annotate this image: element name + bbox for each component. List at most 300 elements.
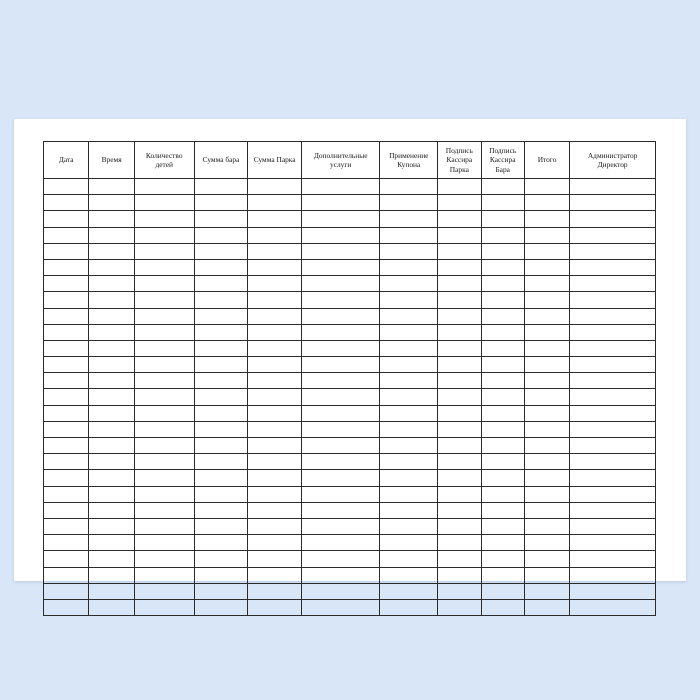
table-cell-total[interactable] — [524, 324, 569, 340]
table-cell-bar_sum[interactable] — [194, 324, 248, 340]
table-cell-time[interactable] — [89, 535, 134, 551]
table-cell-children_count[interactable] — [134, 357, 194, 373]
table-cell-date[interactable] — [44, 211, 89, 227]
table-cell-date[interactable] — [44, 486, 89, 502]
table-cell-total[interactable] — [524, 357, 569, 373]
table-cell-total[interactable] — [524, 292, 569, 308]
table-cell-park_sum[interactable] — [248, 324, 302, 340]
table-cell-time[interactable] — [89, 405, 134, 421]
table-cell-bar_cashier_signature[interactable] — [481, 292, 524, 308]
table-cell-children_count[interactable] — [134, 211, 194, 227]
table-cell-administrator_director[interactable] — [570, 179, 656, 195]
table-cell-children_count[interactable] — [134, 551, 194, 567]
table-cell-children_count[interactable] — [134, 324, 194, 340]
table-cell-time[interactable] — [89, 502, 134, 518]
table-cell-children_count[interactable] — [134, 179, 194, 195]
table-cell-bar_sum[interactable] — [194, 551, 248, 567]
table-cell-coupon_use[interactable] — [380, 324, 438, 340]
table-cell-park_sum[interactable] — [248, 243, 302, 259]
table-cell-time[interactable] — [89, 308, 134, 324]
table-cell-administrator_director[interactable] — [570, 276, 656, 292]
table-cell-park_cashier_signature[interactable] — [438, 551, 481, 567]
table-cell-date[interactable] — [44, 243, 89, 259]
table-cell-administrator_director[interactable] — [570, 211, 656, 227]
table-cell-bar_cashier_signature[interactable] — [481, 259, 524, 275]
table-cell-date[interactable] — [44, 340, 89, 356]
table-cell-bar_cashier_signature[interactable] — [481, 551, 524, 567]
table-cell-time[interactable] — [89, 324, 134, 340]
table-cell-extra_services[interactable] — [301, 438, 379, 454]
table-cell-coupon_use[interactable] — [380, 227, 438, 243]
table-cell-total[interactable] — [524, 599, 569, 615]
table-cell-date[interactable] — [44, 551, 89, 567]
table-cell-bar_cashier_signature[interactable] — [481, 211, 524, 227]
table-cell-coupon_use[interactable] — [380, 405, 438, 421]
table-cell-time[interactable] — [89, 227, 134, 243]
table-cell-park_sum[interactable] — [248, 373, 302, 389]
table-cell-bar_sum[interactable] — [194, 308, 248, 324]
table-cell-park_sum[interactable] — [248, 340, 302, 356]
table-cell-administrator_director[interactable] — [570, 551, 656, 567]
table-cell-administrator_director[interactable] — [570, 583, 656, 599]
table-cell-park_sum[interactable] — [248, 486, 302, 502]
table-cell-bar_cashier_signature[interactable] — [481, 518, 524, 534]
table-cell-park_cashier_signature[interactable] — [438, 211, 481, 227]
table-cell-park_sum[interactable] — [248, 276, 302, 292]
table-cell-bar_cashier_signature[interactable] — [481, 340, 524, 356]
table-cell-bar_cashier_signature[interactable] — [481, 535, 524, 551]
table-cell-total[interactable] — [524, 195, 569, 211]
table-cell-children_count[interactable] — [134, 438, 194, 454]
table-cell-park_sum[interactable] — [248, 211, 302, 227]
table-cell-park_cashier_signature[interactable] — [438, 179, 481, 195]
table-cell-total[interactable] — [524, 308, 569, 324]
table-cell-time[interactable] — [89, 567, 134, 583]
table-cell-date[interactable] — [44, 324, 89, 340]
table-cell-extra_services[interactable] — [301, 486, 379, 502]
table-cell-children_count[interactable] — [134, 583, 194, 599]
table-cell-park_cashier_signature[interactable] — [438, 308, 481, 324]
table-cell-park_cashier_signature[interactable] — [438, 583, 481, 599]
table-cell-coupon_use[interactable] — [380, 518, 438, 534]
table-cell-bar_cashier_signature[interactable] — [481, 227, 524, 243]
table-cell-bar_cashier_signature[interactable] — [481, 421, 524, 437]
table-cell-bar_sum[interactable] — [194, 227, 248, 243]
table-cell-bar_cashier_signature[interactable] — [481, 357, 524, 373]
table-cell-bar_sum[interactable] — [194, 518, 248, 534]
table-cell-park_sum[interactable] — [248, 502, 302, 518]
table-cell-date[interactable] — [44, 421, 89, 437]
table-cell-total[interactable] — [524, 438, 569, 454]
table-cell-date[interactable] — [44, 227, 89, 243]
table-cell-bar_sum[interactable] — [194, 357, 248, 373]
table-cell-total[interactable] — [524, 259, 569, 275]
table-cell-coupon_use[interactable] — [380, 276, 438, 292]
table-cell-park_sum[interactable] — [248, 179, 302, 195]
table-cell-coupon_use[interactable] — [380, 195, 438, 211]
table-cell-children_count[interactable] — [134, 389, 194, 405]
table-cell-time[interactable] — [89, 583, 134, 599]
table-cell-date[interactable] — [44, 470, 89, 486]
table-cell-park_cashier_signature[interactable] — [438, 373, 481, 389]
table-cell-time[interactable] — [89, 486, 134, 502]
table-cell-administrator_director[interactable] — [570, 518, 656, 534]
table-cell-park_sum[interactable] — [248, 470, 302, 486]
table-cell-extra_services[interactable] — [301, 324, 379, 340]
table-cell-extra_services[interactable] — [301, 535, 379, 551]
table-cell-bar_sum[interactable] — [194, 195, 248, 211]
table-cell-total[interactable] — [524, 502, 569, 518]
table-cell-children_count[interactable] — [134, 259, 194, 275]
table-cell-bar_sum[interactable] — [194, 340, 248, 356]
table-cell-children_count[interactable] — [134, 373, 194, 389]
table-cell-bar_cashier_signature[interactable] — [481, 405, 524, 421]
table-cell-park_cashier_signature[interactable] — [438, 421, 481, 437]
table-cell-children_count[interactable] — [134, 535, 194, 551]
column-header-line: Кассира — [489, 155, 516, 165]
table-cell-children_count[interactable] — [134, 567, 194, 583]
table-cell-total[interactable] — [524, 211, 569, 227]
table-cell-time[interactable] — [89, 259, 134, 275]
table-cell-children_count[interactable] — [134, 421, 194, 437]
table-cell-bar_cashier_signature[interactable] — [481, 195, 524, 211]
table-cell-park_cashier_signature[interactable] — [438, 405, 481, 421]
table-cell-time[interactable] — [89, 470, 134, 486]
table-cell-bar_sum[interactable] — [194, 502, 248, 518]
table-cell-park_sum[interactable] — [248, 518, 302, 534]
table-cell-extra_services[interactable] — [301, 567, 379, 583]
table-cell-total[interactable] — [524, 276, 569, 292]
table-cell-extra_services[interactable] — [301, 405, 379, 421]
table-cell-bar_cashier_signature[interactable] — [481, 179, 524, 195]
table-cell-bar_cashier_signature[interactable] — [481, 243, 524, 259]
table-cell-coupon_use[interactable] — [380, 259, 438, 275]
table-cell-coupon_use[interactable] — [380, 454, 438, 470]
table-cell-extra_services[interactable] — [301, 470, 379, 486]
table-cell-park_cashier_signature[interactable] — [438, 340, 481, 356]
table-cell-administrator_director[interactable] — [570, 259, 656, 275]
table-cell-park_cashier_signature[interactable] — [438, 243, 481, 259]
table-cell-total[interactable] — [524, 551, 569, 567]
table-cell-total[interactable] — [524, 179, 569, 195]
table-cell-extra_services[interactable] — [301, 292, 379, 308]
table-cell-coupon_use[interactable] — [380, 438, 438, 454]
table-cell-park_cashier_signature[interactable] — [438, 276, 481, 292]
table-cell-extra_services[interactable] — [301, 276, 379, 292]
table-cell-coupon_use[interactable] — [380, 486, 438, 502]
table-cell-time[interactable] — [89, 518, 134, 534]
table-cell-administrator_director[interactable] — [570, 486, 656, 502]
table-cell-children_count[interactable] — [134, 276, 194, 292]
table-cell-bar_sum[interactable] — [194, 438, 248, 454]
table-cell-park_cashier_signature[interactable] — [438, 259, 481, 275]
table-cell-administrator_director[interactable] — [570, 454, 656, 470]
table-cell-bar_sum[interactable] — [194, 373, 248, 389]
table-cell-extra_services[interactable] — [301, 454, 379, 470]
table-cell-park_sum[interactable] — [248, 421, 302, 437]
table-cell-administrator_director[interactable] — [570, 195, 656, 211]
table-cell-bar_cashier_signature[interactable] — [481, 502, 524, 518]
table-cell-extra_services[interactable] — [301, 421, 379, 437]
table-cell-administrator_director[interactable] — [570, 502, 656, 518]
table-cell-total[interactable] — [524, 567, 569, 583]
table-cell-coupon_use[interactable] — [380, 599, 438, 615]
table-cell-park_cashier_signature[interactable] — [438, 357, 481, 373]
table-cell-coupon_use[interactable] — [380, 389, 438, 405]
table-cell-time[interactable] — [89, 357, 134, 373]
table-cell-park_cashier_signature[interactable] — [438, 454, 481, 470]
table-cell-date[interactable] — [44, 179, 89, 195]
table-cell-date[interactable] — [44, 518, 89, 534]
table-cell-extra_services[interactable] — [301, 308, 379, 324]
table-cell-administrator_director[interactable] — [570, 599, 656, 615]
table-cell-extra_services[interactable] — [301, 502, 379, 518]
table-cell-administrator_director[interactable] — [570, 470, 656, 486]
table-cell-bar_cashier_signature[interactable] — [481, 276, 524, 292]
table-cell-total[interactable] — [524, 454, 569, 470]
table-cell-park_cashier_signature[interactable] — [438, 227, 481, 243]
table-cell-bar_sum[interactable] — [194, 535, 248, 551]
table-cell-extra_services[interactable] — [301, 179, 379, 195]
table-cell-park_cashier_signature[interactable] — [438, 502, 481, 518]
table-cell-total[interactable] — [524, 373, 569, 389]
table-cell-total[interactable] — [524, 243, 569, 259]
table-cell-bar_cashier_signature[interactable] — [481, 373, 524, 389]
table-cell-park_cashier_signature[interactable] — [438, 438, 481, 454]
table-cell-bar_sum[interactable] — [194, 567, 248, 583]
table-cell-bar_cashier_signature[interactable] — [481, 583, 524, 599]
table-cell-coupon_use[interactable] — [380, 551, 438, 567]
table-cell-bar_sum[interactable] — [194, 211, 248, 227]
table-cell-date[interactable] — [44, 599, 89, 615]
table-cell-bar_sum[interactable] — [194, 259, 248, 275]
table-cell-time[interactable] — [89, 454, 134, 470]
table-cell-date[interactable] — [44, 567, 89, 583]
table-cell-administrator_director[interactable] — [570, 535, 656, 551]
table-cell-park_cashier_signature[interactable] — [438, 518, 481, 534]
table-cell-park_sum[interactable] — [248, 308, 302, 324]
table-cell-park_cashier_signature[interactable] — [438, 535, 481, 551]
table-cell-children_count[interactable] — [134, 195, 194, 211]
table-cell-park_sum[interactable] — [248, 454, 302, 470]
table-cell-date[interactable] — [44, 583, 89, 599]
table-cell-extra_services[interactable] — [301, 551, 379, 567]
table-cell-extra_services[interactable] — [301, 340, 379, 356]
table-cell-coupon_use[interactable] — [380, 357, 438, 373]
table-cell-time[interactable] — [89, 292, 134, 308]
table-cell-time[interactable] — [89, 389, 134, 405]
table-cell-date[interactable] — [44, 389, 89, 405]
table-cell-bar_cashier_signature[interactable] — [481, 567, 524, 583]
table-cell-coupon_use[interactable] — [380, 567, 438, 583]
table-cell-date[interactable] — [44, 438, 89, 454]
table-cell-park_cashier_signature[interactable] — [438, 567, 481, 583]
table-cell-time[interactable] — [89, 599, 134, 615]
table-cell-extra_services[interactable] — [301, 211, 379, 227]
table-cell-children_count[interactable] — [134, 227, 194, 243]
table-cell-total[interactable] — [524, 583, 569, 599]
table-cell-administrator_director[interactable] — [570, 405, 656, 421]
table-cell-coupon_use[interactable] — [380, 179, 438, 195]
table-cell-extra_services[interactable] — [301, 389, 379, 405]
table-cell-extra_services[interactable] — [301, 583, 379, 599]
table-cell-administrator_director[interactable] — [570, 438, 656, 454]
table-cell-date[interactable] — [44, 373, 89, 389]
table-cell-total[interactable] — [524, 486, 569, 502]
table-cell-administrator_director[interactable] — [570, 373, 656, 389]
table-cell-total[interactable] — [524, 535, 569, 551]
table-cell-park_sum[interactable] — [248, 227, 302, 243]
table-cell-park_sum[interactable] — [248, 259, 302, 275]
table-cell-administrator_director[interactable] — [570, 227, 656, 243]
table-cell-coupon_use[interactable] — [380, 583, 438, 599]
table-cell-bar_cashier_signature[interactable] — [481, 324, 524, 340]
table-cell-extra_services[interactable] — [301, 227, 379, 243]
table-cell-date[interactable] — [44, 357, 89, 373]
table-cell-bar_cashier_signature[interactable] — [481, 599, 524, 615]
table-cell-total[interactable] — [524, 389, 569, 405]
table-cell-children_count[interactable] — [134, 502, 194, 518]
table-cell-administrator_director[interactable] — [570, 308, 656, 324]
table-cell-bar_cashier_signature[interactable] — [481, 486, 524, 502]
table-cell-total[interactable] — [524, 340, 569, 356]
table-cell-time[interactable] — [89, 179, 134, 195]
table-cell-children_count[interactable] — [134, 454, 194, 470]
table-cell-date[interactable] — [44, 195, 89, 211]
table-cell-bar_sum[interactable] — [194, 292, 248, 308]
table-cell-time[interactable] — [89, 276, 134, 292]
table-cell-park_sum[interactable] — [248, 551, 302, 567]
table-cell-time[interactable] — [89, 373, 134, 389]
table-cell-park_cashier_signature[interactable] — [438, 470, 481, 486]
table-cell-time[interactable] — [89, 438, 134, 454]
table-cell-park_cashier_signature[interactable] — [438, 195, 481, 211]
table-cell-bar_cashier_signature[interactable] — [481, 470, 524, 486]
table-cell-children_count[interactable] — [134, 308, 194, 324]
table-cell-extra_services[interactable] — [301, 357, 379, 373]
table-cell-administrator_director[interactable] — [570, 340, 656, 356]
table-cell-total[interactable] — [524, 227, 569, 243]
table-cell-children_count[interactable] — [134, 486, 194, 502]
table-cell-total[interactable] — [524, 470, 569, 486]
column-header-line: Дополнительные — [313, 150, 368, 160]
table-cell-park_sum[interactable] — [248, 438, 302, 454]
table-cell-park_cashier_signature[interactable] — [438, 324, 481, 340]
table-cell-administrator_director[interactable] — [570, 292, 656, 308]
table-cell-date[interactable] — [44, 535, 89, 551]
table-cell-park_sum[interactable] — [248, 535, 302, 551]
table-cell-time[interactable] — [89, 340, 134, 356]
table-cell-park_sum[interactable] — [248, 292, 302, 308]
table-cell-park_sum[interactable] — [248, 599, 302, 615]
table-cell-time[interactable] — [89, 421, 134, 437]
table-cell-coupon_use[interactable] — [380, 211, 438, 227]
table-cell-children_count[interactable] — [134, 292, 194, 308]
table-cell-bar_cashier_signature[interactable] — [481, 389, 524, 405]
table-cell-bar_sum[interactable] — [194, 421, 248, 437]
table-cell-extra_services[interactable] — [301, 195, 379, 211]
table-cell-children_count[interactable] — [134, 470, 194, 486]
table-cell-coupon_use[interactable] — [380, 535, 438, 551]
table-cell-children_count[interactable] — [134, 340, 194, 356]
table-cell-children_count[interactable] — [134, 599, 194, 615]
table-cell-bar_sum[interactable] — [194, 389, 248, 405]
table-cell-bar_sum[interactable] — [194, 454, 248, 470]
table-cell-coupon_use[interactable] — [380, 373, 438, 389]
table-cell-bar_sum[interactable] — [194, 405, 248, 421]
table-cell-children_count[interactable] — [134, 243, 194, 259]
table-cell-park_sum[interactable] — [248, 357, 302, 373]
table-cell-time[interactable] — [89, 211, 134, 227]
table-cell-administrator_director[interactable] — [570, 567, 656, 583]
table-cell-coupon_use[interactable] — [380, 340, 438, 356]
table-cell-bar_sum[interactable] — [194, 179, 248, 195]
table-cell-total[interactable] — [524, 421, 569, 437]
table-cell-extra_services[interactable] — [301, 599, 379, 615]
table-cell-park_cashier_signature[interactable] — [438, 292, 481, 308]
table-cell-park_sum[interactable] — [248, 195, 302, 211]
table-cell-total[interactable] — [524, 405, 569, 421]
table-cell-coupon_use[interactable] — [380, 292, 438, 308]
table-cell-date[interactable] — [44, 292, 89, 308]
table-cell-bar_sum[interactable] — [194, 486, 248, 502]
table-cell-park_cashier_signature[interactable] — [438, 486, 481, 502]
table-cell-extra_services[interactable] — [301, 373, 379, 389]
table-cell-date[interactable] — [44, 502, 89, 518]
table-cell-time[interactable] — [89, 195, 134, 211]
table-cell-bar_cashier_signature[interactable] — [481, 308, 524, 324]
table-cell-park_cashier_signature[interactable] — [438, 599, 481, 615]
table-cell-extra_services[interactable] — [301, 518, 379, 534]
table-cell-extra_services[interactable] — [301, 243, 379, 259]
table-cell-extra_services[interactable] — [301, 259, 379, 275]
table-cell-date[interactable] — [44, 276, 89, 292]
table-cell-park_sum[interactable] — [248, 389, 302, 405]
table-cell-time[interactable] — [89, 243, 134, 259]
table-cell-date[interactable] — [44, 259, 89, 275]
table-cell-administrator_director[interactable] — [570, 243, 656, 259]
table-cell-administrator_director[interactable] — [570, 357, 656, 373]
table-cell-administrator_director[interactable] — [570, 324, 656, 340]
table-cell-bar_sum[interactable] — [194, 599, 248, 615]
table-cell-children_count[interactable] — [134, 405, 194, 421]
table-cell-date[interactable] — [44, 308, 89, 324]
table-cell-coupon_use[interactable] — [380, 243, 438, 259]
table-cell-date[interactable] — [44, 454, 89, 470]
table-cell-administrator_director[interactable] — [570, 389, 656, 405]
table-cell-bar_sum[interactable] — [194, 583, 248, 599]
table-cell-total[interactable] — [524, 518, 569, 534]
table-row — [44, 292, 656, 308]
table-cell-coupon_use[interactable] — [380, 470, 438, 486]
table-cell-park_sum[interactable] — [248, 583, 302, 599]
table-cell-park_sum[interactable] — [248, 567, 302, 583]
table-cell-bar_sum[interactable] — [194, 276, 248, 292]
table-cell-coupon_use[interactable] — [380, 421, 438, 437]
table-cell-time[interactable] — [89, 551, 134, 567]
table-cell-bar_sum[interactable] — [194, 470, 248, 486]
table-cell-bar_cashier_signature[interactable] — [481, 438, 524, 454]
table-cell-coupon_use[interactable] — [380, 308, 438, 324]
table-cell-park_sum[interactable] — [248, 405, 302, 421]
table-cell-date[interactable] — [44, 405, 89, 421]
table-cell-bar_sum[interactable] — [194, 243, 248, 259]
table-cell-children_count[interactable] — [134, 518, 194, 534]
table-cell-bar_cashier_signature[interactable] — [481, 454, 524, 470]
table-cell-park_cashier_signature[interactable] — [438, 389, 481, 405]
table-cell-coupon_use[interactable] — [380, 502, 438, 518]
table-cell-administrator_director[interactable] — [570, 421, 656, 437]
